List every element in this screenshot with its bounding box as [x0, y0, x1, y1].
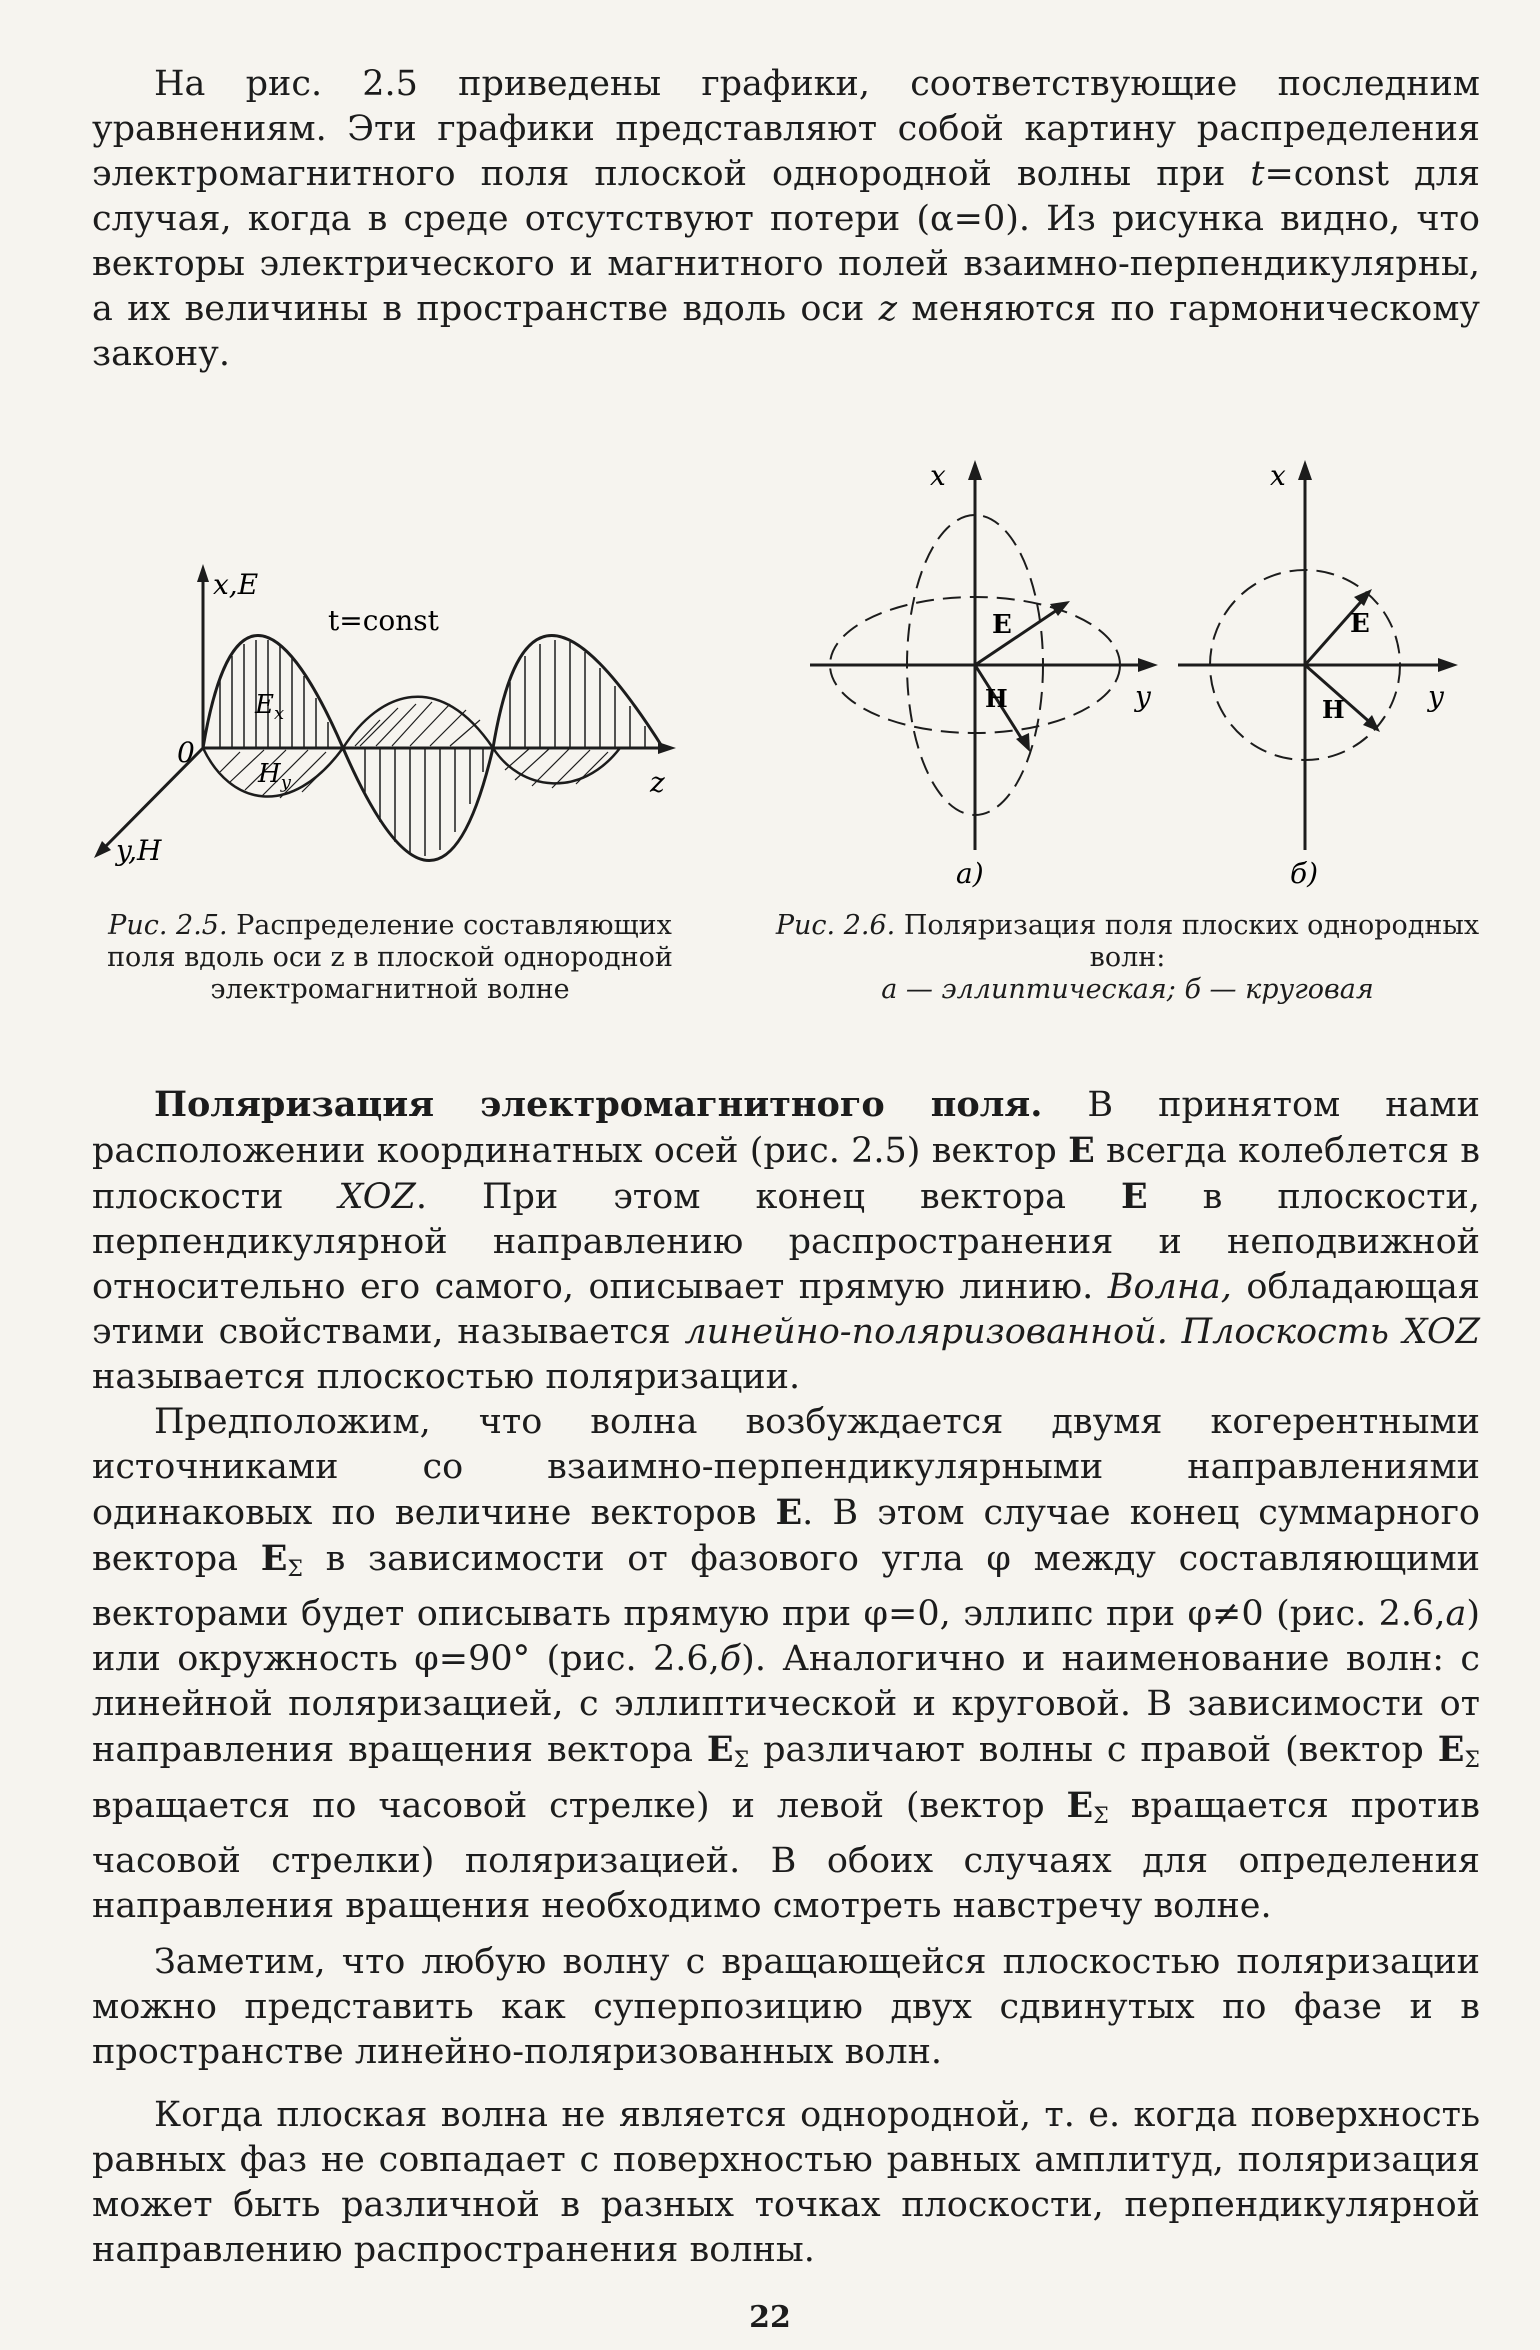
axis-y-label: y,H [116, 834, 162, 867]
intro-text-1: На рис. 2.5 приведены графики, соответствующие последним уравнениям. Эти графики представляют собой картину распределения электромагнитного поля плоской однородной волны при [92, 64, 1480, 194]
figure-2-6 [780, 450, 1480, 900]
vector-e-sum: E [260, 1538, 288, 1579]
origin-label: 0 [177, 736, 195, 769]
text: всегда колеблется в плоскости [92, 1131, 1480, 1217]
ex-label: $E_x$ [255, 690, 285, 724]
vector-h-label: H [1322, 695, 1345, 724]
text: вращается против часовой стрелки) поляризацией. В обоих случаях для определения направления вращения необходимо смотреть навстречу волне. [92, 1786, 1480, 1926]
intro-paragraph [92, 62, 1480, 377]
elliptical-polarization [810, 459, 1158, 890]
caption-line-1: Поляризация поля плоских однородных волн: [903, 910, 1480, 973]
text: в зависимости от фазового угла φ между составляющими векторами будет описывать прямую при φ=0, эллипс при φ≠0 (рис. 2.6, [92, 1539, 1480, 1634]
x-axis-arrow-icon [197, 564, 209, 582]
italic-term: Плоскость XOZ [1181, 1312, 1480, 1352]
vector-e-label: E [992, 610, 1012, 640]
sigma-subscript: Σ [1093, 1804, 1109, 1829]
y-axis-arrow-icon [1138, 658, 1158, 672]
vector-e: E [1068, 1130, 1095, 1171]
text: . При этом конец вектора [415, 1177, 1121, 1217]
superposition-paragraph: Заметим, что любую волну с вращающейся плоскостью поляризации можно представить как суперпозицию двух сдвинутых по фазе и в пространстве линейно-поляризованных волн. [92, 1942, 1480, 2072]
axis-x-label: x,E [213, 568, 259, 601]
vector-e: E [1120, 1176, 1148, 1217]
subfigure-b-label: б) [1290, 857, 1319, 890]
e-vector-arrow-icon [1354, 589, 1372, 606]
italic-term: Волна, [1107, 1267, 1232, 1307]
text: Предположим, что волна возбуждается двумя когерентными источниками со взаимно-перпендикулярными направлениями одинаковых по величине векторов [92, 1402, 1480, 1533]
text: . В этом случае конец суммарного вектора [92, 1493, 1481, 1579]
z-axis-arrow-icon [658, 742, 676, 754]
sigma-subscript: Σ [287, 1557, 303, 1582]
vector-e: E [775, 1492, 803, 1533]
italic-term: линейно-поляризованной. [684, 1312, 1168, 1352]
polarization-paragraph [92, 1082, 1480, 1400]
text [1168, 1312, 1182, 1352]
y-axis-arrow-icon [1438, 658, 1458, 672]
italic-term: б [719, 1639, 742, 1679]
vector-e-label: E [1350, 609, 1370, 639]
hy-label: $H_y$ [258, 759, 291, 793]
axis-z-label: z [650, 766, 665, 799]
text: в плоскости, перпендикулярной направлению распространения и неподвижной относительно его самого, описывает прямую линию. [92, 1177, 1480, 1307]
axis-x-label: x [930, 459, 946, 492]
page-number: 22 [749, 2300, 791, 2335]
time-label: t=const [328, 604, 439, 637]
intro-text-2: =const для случая, когда в среде отсутствуют потери (α=0). Из рисунка видно, что векторы электрического и магнитного полей взаимно-перпендикулярны, а их величины в пространстве вдоль оси [92, 154, 1481, 329]
text: называется плоскостью поляризации. [92, 1357, 801, 1397]
vector-e-sum: E [1066, 1785, 1094, 1826]
sigma-subscript: Σ [733, 1748, 750, 1773]
caption-text: Распределение составляющих поля вдоль оси z в плоской однородной электромагнитной волне [107, 910, 673, 1005]
caption-label: Рис. 2.5. [108, 910, 228, 941]
italic-term: а [1445, 1594, 1467, 1634]
figure-2-5 [80, 560, 680, 890]
sigma-subscript: Σ [1464, 1748, 1480, 1773]
caption-label: Рис. 2.6. [775, 910, 896, 941]
circular-polarization [1178, 459, 1458, 890]
vector-e-sum: E [1437, 1729, 1465, 1770]
figure-2-5-caption [80, 910, 700, 1006]
text: вращается по часовой стрелке) и левой (вектор [92, 1786, 1067, 1826]
text: ) или окружность φ=90° (рис. 2.6, [92, 1594, 1480, 1679]
vector-e-sum: E [706, 1729, 734, 1770]
intro-z-variable: z [878, 289, 898, 329]
x-axis-arrow-icon [968, 460, 982, 480]
vector-h-label: H [985, 684, 1008, 713]
axis-y-label: y [1428, 680, 1444, 713]
text: различают волны с правой (вектор [749, 1730, 1438, 1770]
suppose-paragraph [92, 1400, 1480, 1929]
plane-xoz: XOZ [338, 1177, 416, 1217]
wave-diagram [80, 560, 680, 890]
axis-x-label: x [1270, 459, 1286, 492]
nonuniform-paragraph: Когда плоская волна не является однородной, т. е. когда поверхность равных фаз не совпадает с поверхностью равных амплитуд, поляризация может быть различной в разных точках плоскости, перпендикулярной направлению распространения волны. [92, 2095, 1480, 2270]
axis-y-label: y [1135, 680, 1151, 713]
text: В принятом нами расположении координатных осей (рис. 2.5) вектор [92, 1085, 1480, 1171]
section-heading: Поляризация электромагнитного поля. [154, 1084, 1043, 1125]
text: обладающая этими свойствами, называется [92, 1267, 1481, 1352]
intro-text-3: меняются по гармоническому закону. [92, 289, 1481, 374]
intro-t-variable: t [1250, 154, 1265, 194]
figure-2-6-caption [775, 910, 1480, 1006]
subfigure-a-label: а) [956, 857, 984, 890]
polarization-diagram [780, 450, 1480, 900]
x-axis-arrow-icon [1298, 460, 1312, 480]
text: ). Аналогично и наименование волн: с линейной поляризацией, с эллиптической и круговой. В зависимости от направления вращения вектора [92, 1639, 1480, 1770]
caption-line-2: а — эллиптическая; б — круговая [881, 974, 1374, 1005]
